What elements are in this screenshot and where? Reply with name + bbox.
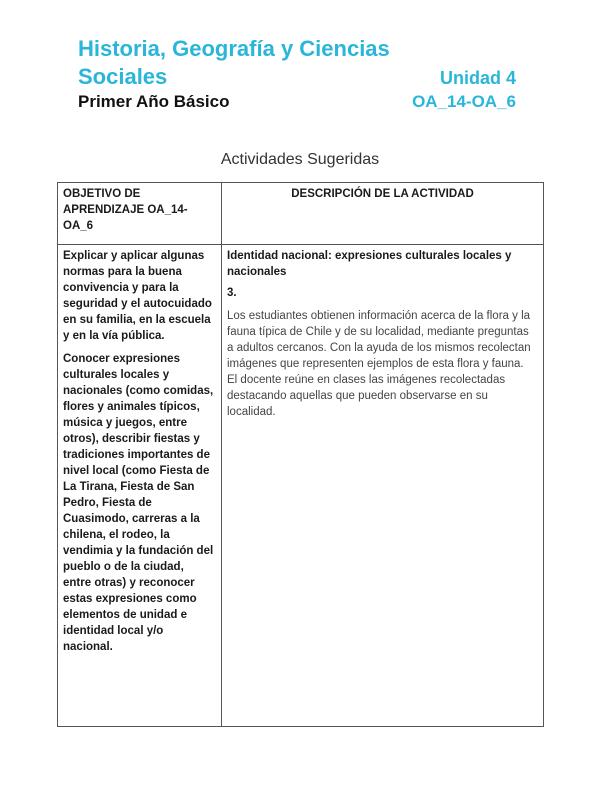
- objective-column-header: OBJETIVO DE APRENDIZAJE OA_14-OA_6: [58, 183, 222, 245]
- table-header-row: [58, 183, 544, 245]
- unit-label: Unidad 4: [439, 68, 516, 88]
- section-title: Actividades Sugeridas: [220, 151, 380, 168]
- activity-title: Identidad nacional: expresiones culturales locales y nacionales: [227, 250, 512, 278]
- description-cell: [222, 245, 544, 727]
- objective-text: Explicar y aplicar algunas normas para la buena convivencia y para la seguridad y el autocuidado en su familia, en la escuela y en la vía pública.: [63, 250, 212, 342]
- activity-number: 3.: [227, 287, 237, 299]
- document-header: [78, 36, 528, 118]
- subject-title-line-2: Sociales: [78, 64, 168, 89]
- subject-title-line-1: Historia, Geografía y Ciencias: [78, 36, 390, 61]
- grade-label: Primer Año Básico: [78, 92, 230, 111]
- oa-code-label: OA_14-OA_6: [412, 92, 516, 111]
- objective-text: Conocer expresiones culturales locales y nacionales (como comidas, flores y animales típicos, música y juegos, entre otros), describir fiestas y tradiciones importantes de nivel local (como Fiesta de La Tirana, Fiesta de San Pedro, Fiesta de Cuasimodo, carreras a la chilena, el rodeo, la vendimia y la fundación del pueblo o de la ciudad, entre otras) y reconocer estas expresiones como elementos de unidad e identidad local y/o nacional.: [63, 353, 214, 653]
- objective-cell: [58, 245, 222, 727]
- activity-description: Los estudiantes obtienen información acerca de la flora y la fauna típica de Chile y de su localidad, mediante preguntas a adultos cercanos. Con la ayuda de los mismos recolectan imágenes que representen ejemplos de esta flora y fauna. El docente reúne en clases las imágenes recolectadas destacando aquellas que pueden observarse en su localidad.: [227, 310, 531, 418]
- table-row: [58, 245, 544, 727]
- activities-table: [57, 182, 544, 727]
- description-column-header: DESCRIPCIÓN DE LA ACTIVIDAD: [222, 183, 544, 245]
